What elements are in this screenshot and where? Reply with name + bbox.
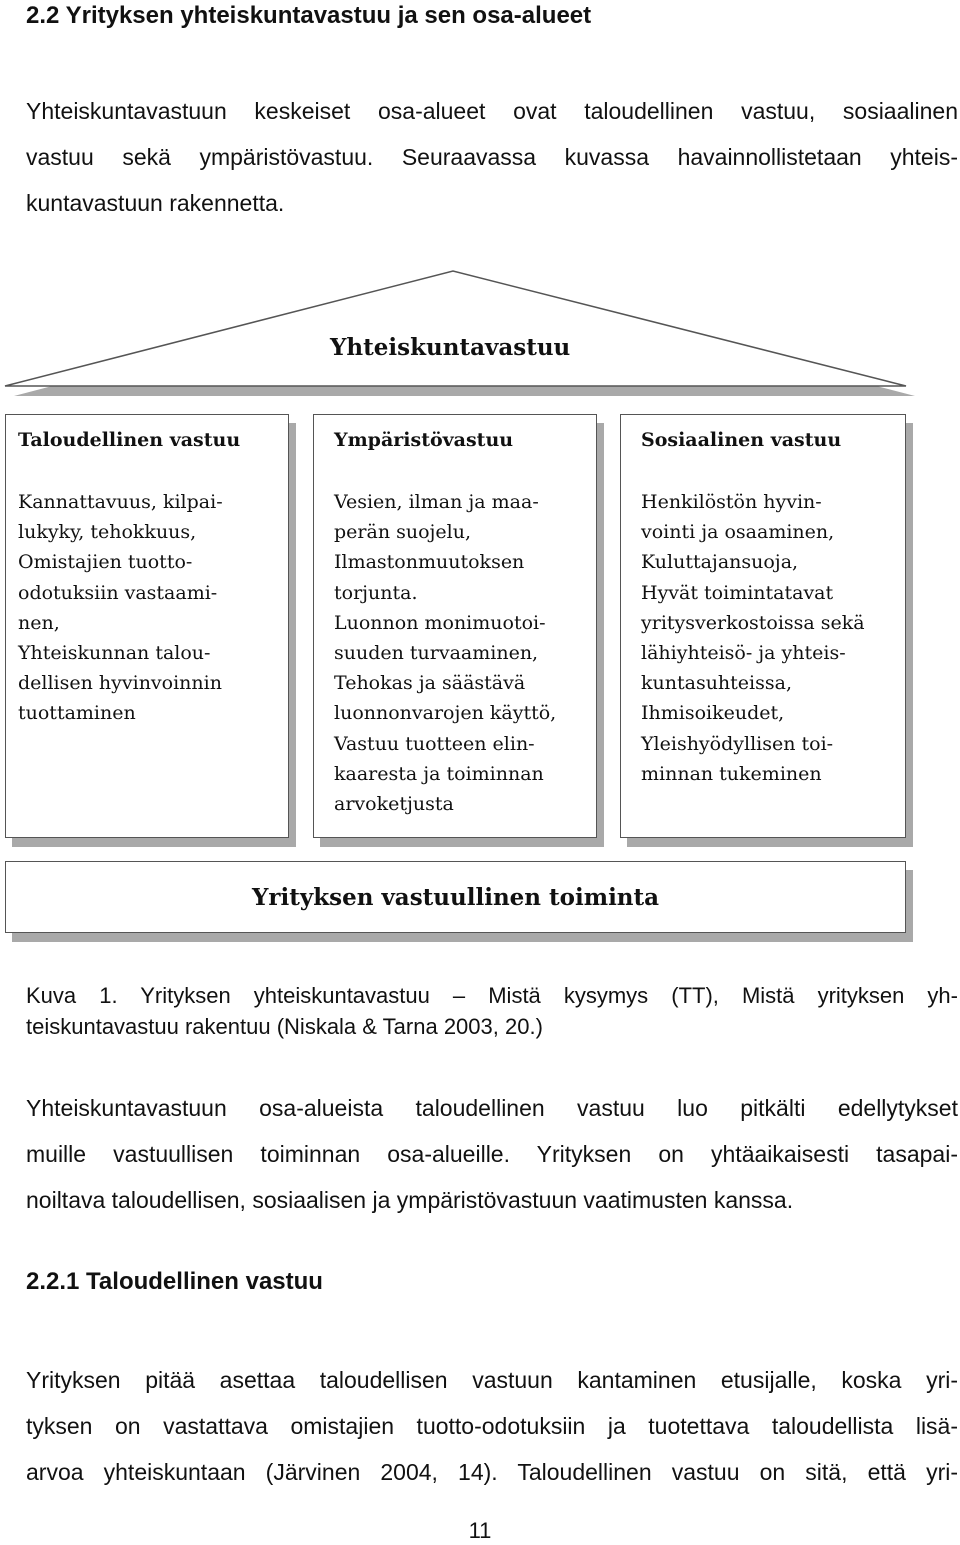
body-paragraph [26, 1085, 958, 1223]
column-line: Kannattavuus, kilpai- [18, 491, 223, 513]
paragraph-line: Yhteiskuntavastuun keskeiset osa-alueet ovat taloudellinen vastuu, sosiaalinen [26, 98, 958, 124]
column-line: odotuksiin vastaami- [18, 581, 218, 604]
column-line: nen, [18, 611, 60, 634]
page-number: 11 [468, 1518, 492, 1543]
column-line: arvoketjusta [334, 793, 454, 816]
paragraph-line: vastuu sekä ympäristövastuu. Seuraavassa kuvassa havainnollistetaan yhteis- [26, 144, 958, 170]
column-line: Vastuu tuotteen elin- [334, 732, 535, 755]
column-line: minnan tukeminen [641, 762, 822, 785]
column-line: Yhteiskunnan talou- [18, 642, 211, 665]
responsibility-diagram [0, 268, 930, 958]
column-line: Henkilöstön hyvin- [641, 491, 822, 513]
column-text [641, 487, 865, 789]
body-paragraph [26, 1357, 958, 1495]
column-line: Ihmisoikeudet, [641, 702, 785, 725]
column-line: luonnonvarojen käyttö, [334, 702, 557, 725]
paragraph-line: arvoa yhteiskuntaan (Järvinen 2004, 14). Taloudellinen vastuu on sitä, että yri- [26, 1459, 958, 1485]
caption-line: Kuva 1. Yrityksen yhteiskuntavastuu – Mistä kysymys (TT), Mistä yrityksen yh- [26, 983, 958, 1008]
column-line: lukyky, tehokkuus, [18, 521, 197, 544]
column-line: Tehokas ja säästävä [334, 672, 526, 695]
figure-caption [26, 980, 958, 1042]
column-line: vointi ja osaaminen, [641, 521, 835, 544]
column-line: Vesien, ilman ja maa- [334, 491, 539, 513]
column-line: Ilmastonmuutoksen [334, 551, 525, 574]
column-line: kuntasuhteissa, [641, 672, 792, 695]
foundation-title: Yrityksen vastuullinen toiminta [251, 883, 660, 911]
intro-paragraph [26, 88, 958, 226]
column-line: Omistajien tuotto- [18, 551, 193, 574]
column-line: Yleishyödyllisen toi- [641, 732, 834, 755]
section-heading: 2.2 Yrityksen yhteiskuntavastuu ja sen osa-alueet [26, 2, 592, 29]
column-text [18, 487, 223, 729]
column-line: Hyvät toimintatavat [641, 581, 834, 604]
column-title: Ympäristövastuu [334, 429, 514, 451]
column-line: suuden turvaaminen, [334, 642, 539, 665]
column-line: yritysverkostoissa sekä [641, 611, 865, 634]
paragraph-line: tyksen on vastattava omistajien tuotto-odotuksiin ja tuotettava taloudellista lisä- [26, 1413, 958, 1439]
column-line: kaaresta ja toiminnan [334, 762, 544, 785]
roof-title: Yhteiskuntavastuu [330, 334, 571, 361]
paragraph-line: noiltava taloudellisen, sosiaalisen ja ympäristövastuun vaatimusten kanssa. [26, 1187, 794, 1213]
column-line: dellisen hyvinvoinnin [18, 672, 222, 695]
paragraph-line: muille vastuullisen toiminnan osa-alueille. Yrityksen on yhtäaikaisesti tasapai- [26, 1141, 958, 1167]
column-social [620, 414, 906, 838]
column-line: lähiyhteisö- ja yhteis- [641, 642, 846, 665]
column-line: tuottaminen [18, 702, 136, 725]
column-text [334, 487, 556, 819]
foundation-box [5, 861, 906, 933]
paragraph-line: Yrityksen pitää asettaa taloudellisen vastuun kantaminen etusijalle, koska yri- [26, 1367, 958, 1393]
column-line: perän suojelu, [334, 521, 472, 544]
paragraph-line: Yhteiskuntavastuun osa-alueista taloudellinen vastuu luo pitkälti edellytykset [26, 1095, 958, 1121]
column-title: Sosiaalinen vastuu [641, 429, 842, 451]
subsection-heading: 2.2.1 Taloudellinen vastuu [26, 1268, 323, 1295]
column-economic [5, 414, 289, 838]
caption-line: teiskuntavastuu rakentuu (Niskala & Tarna 2003, 20.) [26, 1014, 543, 1039]
column-line: torjunta. [334, 581, 418, 604]
column-title: Taloudellinen vastuu [18, 429, 241, 451]
paragraph-line: kuntavastuun rakennetta. [26, 190, 285, 216]
column-line: Kuluttajansuoja, [641, 551, 799, 574]
column-line: Luonnon monimuotoi- [334, 611, 546, 634]
column-environmental [313, 414, 597, 838]
